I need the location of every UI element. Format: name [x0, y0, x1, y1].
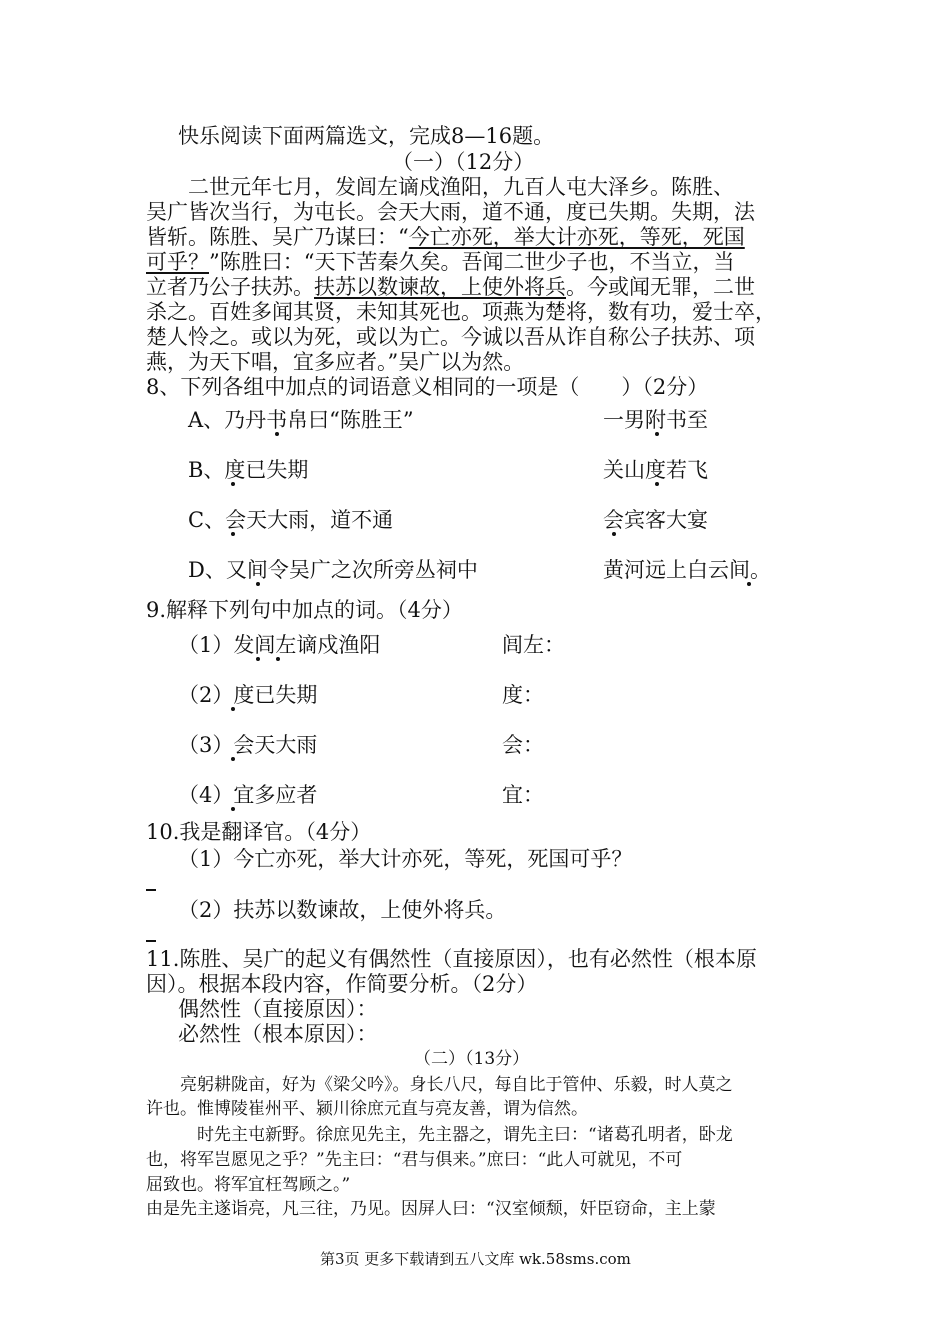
q10-sentence-1: （1）今亡亦死，举大计亦死，等死，死国可乎？	[178, 847, 633, 871]
emphasis-dot	[231, 482, 235, 486]
text-segment: 二世元年七月，发闾左谪戍渔阳，九百人屯大泽乡。陈胜、	[146, 175, 734, 199]
emphasis-dot	[275, 432, 279, 436]
q11-answer-2: 必然性（根本原因）：	[178, 1022, 378, 1046]
underlined-segment: 扶苏以数谏故，上使外将兵	[314, 275, 566, 299]
q9-item: （2）度已失期	[178, 683, 318, 707]
text-segment: 。今或闻无罪，二世	[566, 275, 755, 299]
emphasis-dot	[231, 757, 235, 761]
passage-line	[146, 300, 776, 324]
q8-option-right: 关山度若飞	[603, 458, 708, 482]
part1-heading: （一）（12分）	[392, 150, 535, 174]
text-segment: 立者乃公子扶苏。	[146, 275, 314, 299]
part2-heading: （二）（13分）	[414, 1049, 530, 1069]
q8-option-left: A、乃丹书帛曰“陈胜王”	[188, 408, 414, 432]
emphasis-dot	[256, 582, 260, 586]
q9-answer-label: 闾左：	[502, 633, 565, 657]
q8-option-left: C、会天大雨，道不通	[188, 508, 394, 532]
q8-option-left: D、又间令吴广之次所旁丛祠中	[188, 558, 478, 582]
emphasis-dot	[612, 532, 616, 536]
q11-line-1: 11.陈胜、吴广的起义有偶然性（直接原因），也有必然性（根本原	[146, 947, 757, 971]
underlined-segment: 可乎？	[146, 250, 209, 274]
passage-line	[146, 200, 755, 224]
q9-answer-label: 宜：	[502, 783, 544, 807]
passage-line	[146, 325, 755, 349]
q10-sentence-2: （2）扶苏以数谏故，上使外将兵。	[178, 898, 507, 922]
q9-answer-label: 会：	[502, 733, 544, 757]
emphasis-dot	[655, 432, 659, 436]
passage-line	[146, 225, 745, 249]
q8-option-left: B、度已失期	[188, 458, 309, 482]
q8-option-right: 会宾客大宴	[603, 508, 708, 532]
q9-item: （3）会天大雨	[178, 733, 318, 757]
emphasis-dot	[256, 657, 260, 661]
passage-line	[146, 350, 524, 374]
emphasis-dot	[655, 482, 659, 486]
q10-stem: 10.我是翻译官。（4分）	[146, 820, 372, 844]
q9-item: （1）发闾左谪戍渔阳	[178, 633, 381, 657]
text-segment: 燕，为天下唱，宜多应者。”吴广以为然。	[146, 350, 525, 374]
page-footer: 第3页 更多下载请到五八文库 wk.58sms.com	[320, 1250, 631, 1268]
q8-option-right: 一男附书至	[603, 408, 708, 432]
emphasis-dot	[231, 707, 235, 711]
emphasis-dot	[276, 657, 280, 661]
q8-stem: 8、下列各组中加点的词语意义相同的一项是（ ）（2分）	[146, 375, 709, 399]
text-segment: 吴广皆次当行，为屯长。会天大雨，道不通，度已失期。失期，法	[146, 200, 755, 224]
emphasis-dot	[747, 582, 751, 586]
intro: 快乐阅读下面两篇选文，完成8—16题。	[178, 124, 555, 148]
passage-line: 由是先主遂诣亮，凡三往，乃见。因屏人曰：“汉室倾颓，奸臣窃命，主上蒙	[146, 1199, 716, 1219]
q9-item: （4）宜多应者	[178, 783, 318, 807]
text-segment: 楚人怜之。或以为死，或以为亡。今诚以吾从诈自称公子扶苏、项	[146, 325, 755, 349]
passage-line: 许也。惟博陵崔州平、颍川徐庶元直与亮友善，谓为信然。	[146, 1099, 588, 1119]
text-segment: ”陈胜曰：“天下苦秦久矣。吾闻二世少子也，不当立，当	[209, 250, 735, 274]
q11-line-2: 因）。根据本段内容，作简要分析。（2分）	[146, 972, 538, 996]
emphasis-dot	[231, 807, 235, 811]
passage-line: 也，将军岂愿见之乎？”先主曰：“君与俱来。”庶曰：“此人可就见，不可	[146, 1150, 683, 1170]
text-segment: 皆斩。陈胜、吴广乃谋曰：“	[146, 225, 409, 249]
passage-line: 亮躬耕陇亩，好为《梁父吟》。身长八尺，每自比于管仲、乐毅，时人莫之	[146, 1075, 733, 1095]
passage-line: 时先主屯新野。徐庶见先主，先主器之，谓先主曰：“诸葛孔明者，卧龙	[146, 1125, 733, 1145]
q11-answer-1: 偶然性（直接原因）：	[178, 997, 378, 1021]
passage-line	[146, 275, 755, 299]
q9-answer-label: 度：	[502, 683, 544, 707]
passage-line: 屈致也。将军宜枉驾顾之。”	[146, 1175, 351, 1195]
q9-stem: 9.解释下列句中加点的词。（4分）	[146, 598, 463, 622]
answer-line[interactable]	[146, 889, 156, 891]
q8-option-right: 黄河远上白云间。	[603, 558, 771, 582]
passage-line	[146, 175, 734, 199]
answer-line[interactable]	[146, 940, 156, 942]
emphasis-dot	[231, 532, 235, 536]
underlined-segment: 今亡亦死，举大计亦死，等死，死国	[408, 225, 745, 249]
passage-line	[146, 250, 734, 274]
text-segment: 杀之。百姓多闻其贤，未知其死也。项燕为楚将，数有功，爱士卒，	[146, 300, 776, 324]
